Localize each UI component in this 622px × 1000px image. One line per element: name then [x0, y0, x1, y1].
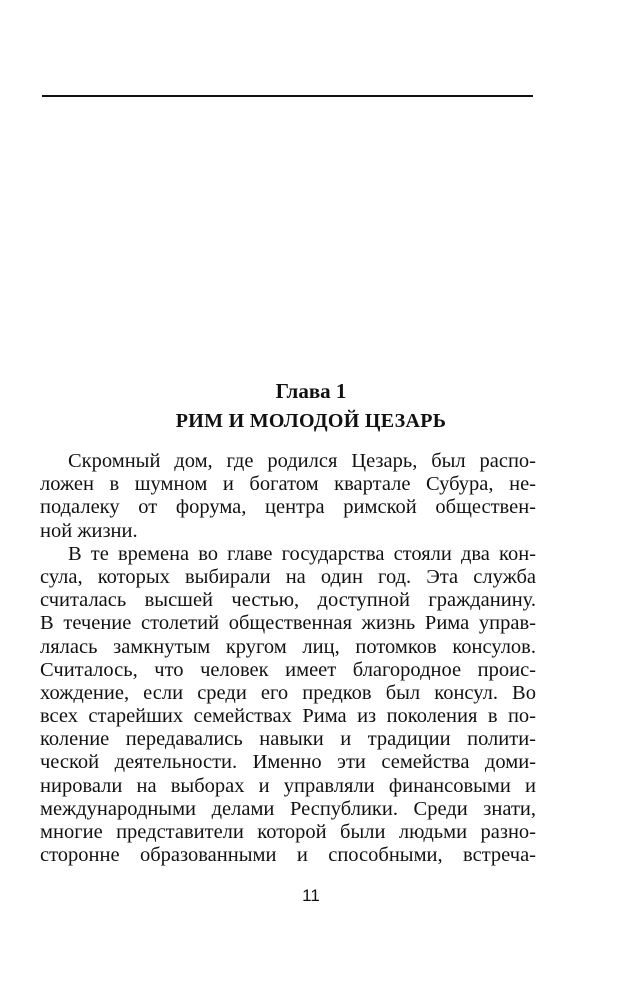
body-text — [40, 450, 536, 867]
chapter-label: Глава 1 — [275, 379, 347, 403]
text-line: сторонне образованными и способными, встреча- — [40, 844, 536, 867]
text-line: Считалось, что человек имеет благородное проис- — [40, 658, 536, 681]
text-line: подалеку от форума, центра римской обществен- — [40, 496, 536, 519]
text-line: ной жизни. — [40, 519, 138, 542]
top-rule — [42, 95, 533, 97]
page-number: 11 — [302, 886, 320, 905]
paragraph-1 — [40, 450, 536, 543]
text-line: ческой деятельности. Именно эти семейства доми- — [40, 751, 536, 774]
text-line: многие представители которой были людьми разно- — [40, 821, 536, 843]
text-line: нировали на выборах и управляли финансовыми и — [40, 774, 536, 797]
text-line: лялась замкнутым кругом лиц, потомков консулов. — [40, 635, 536, 658]
paragraph-2 — [40, 543, 536, 868]
text-line: коление передавались навыки и традиции полити- — [40, 728, 536, 751]
text-line: В те времена во главе государства стояли два кон- — [68, 542, 536, 565]
text-line: всех старейших семействах Рима из поколения в по- — [40, 705, 536, 728]
text-line: Скромный дом, где родился Цезарь, был распо- — [68, 450, 536, 472]
text-line: считалась высшей честью, доступной гражданину. — [40, 589, 536, 612]
chapter-title: РИМ И МОЛОДОЙ ЦЕЗАРЬ — [175, 410, 447, 432]
text-line: международными делами Республики. Среди знати, — [40, 797, 536, 820]
text-line: сула, которых выбирали на один год. Эта служба — [40, 565, 536, 588]
text-line: хождение, если среди его предков был консул. Во — [40, 681, 536, 704]
text-line: В течение столетий общественная жизнь Рима управ- — [40, 612, 536, 635]
text-line: ложен в шумном и богатом квартале Субура, не- — [40, 473, 536, 496]
